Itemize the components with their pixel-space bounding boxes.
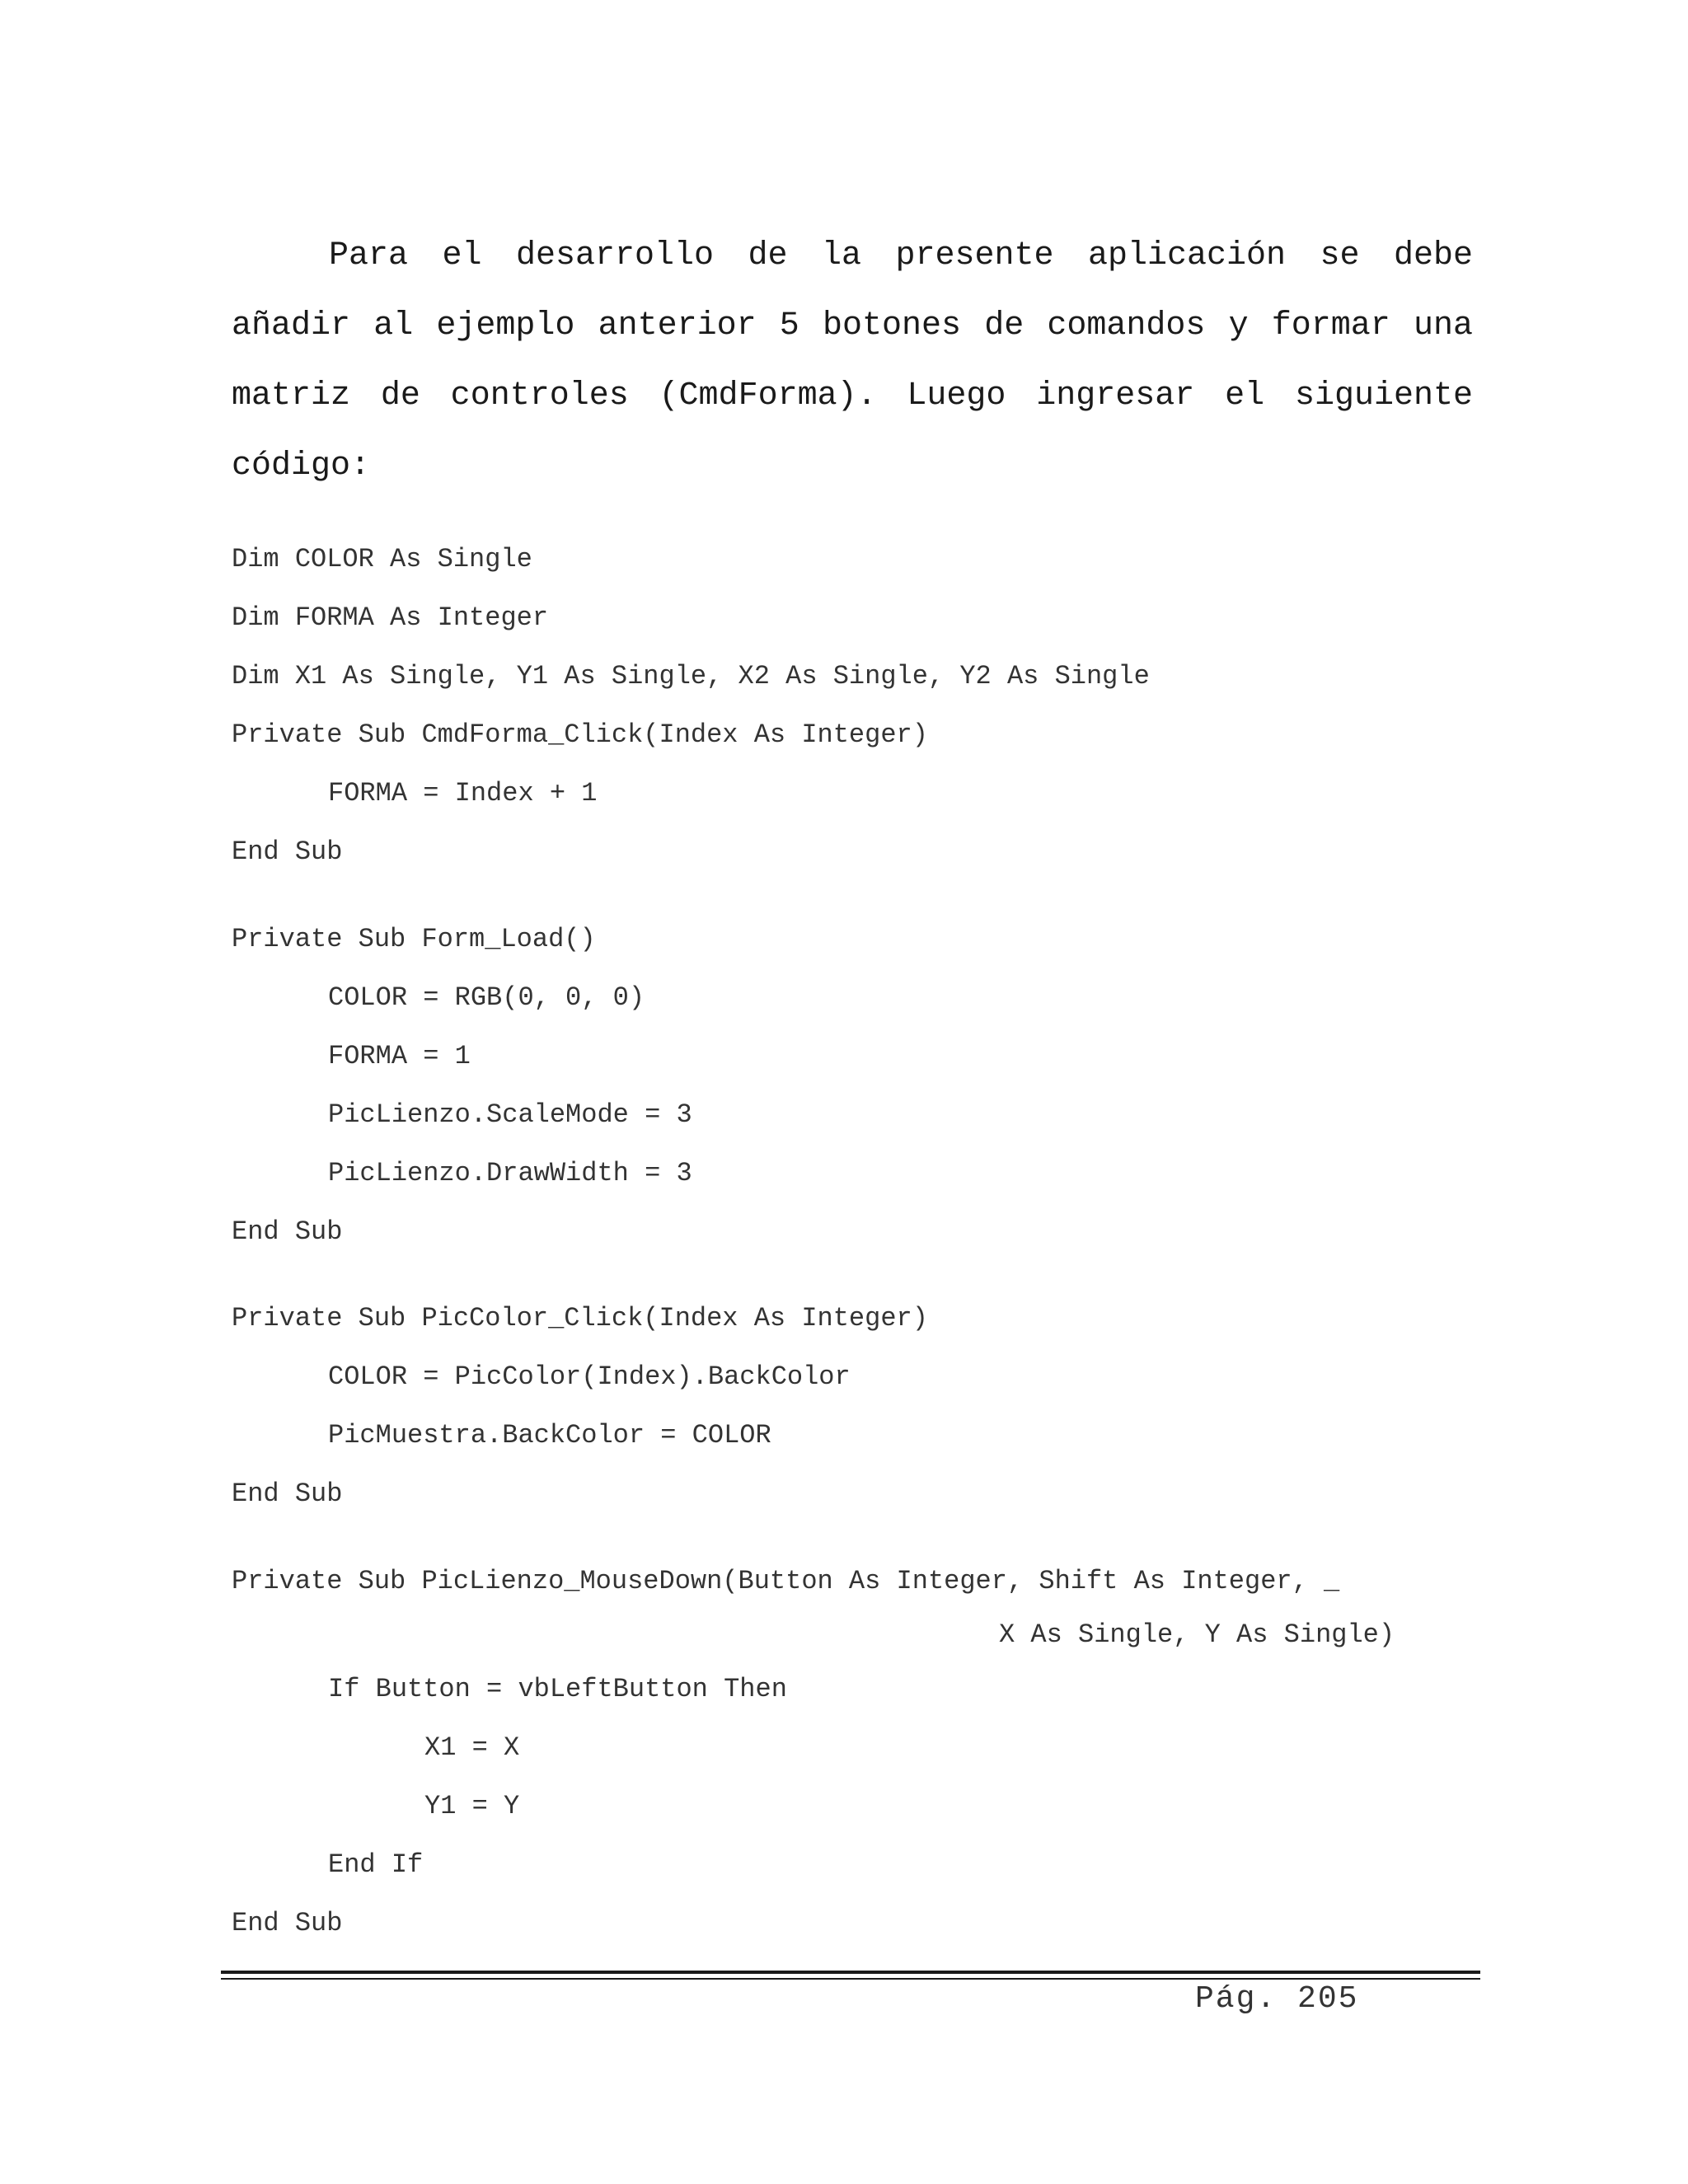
code-line: PicLienzo.ScaleMode = 3 <box>328 1099 692 1130</box>
code-line: X As Single, Y As Single) <box>999 1619 1395 1650</box>
code-line: End Sub <box>232 837 343 867</box>
code-line: Private Sub Form_Load() <box>232 924 596 954</box>
code-line: End Sub <box>232 1479 343 1509</box>
code-line: PicLienzo.DrawWidth = 3 <box>328 1158 692 1188</box>
code-line: COLOR = PicColor(Index).BackColor <box>328 1361 851 1392</box>
code-line: Dim FORMA As Integer <box>232 602 549 633</box>
code-line: End Sub <box>232 1908 343 1938</box>
code-line: Y1 = Y <box>424 1791 520 1821</box>
code-line: Private Sub PicColor_Click(Index As Integer) <box>232 1303 928 1333</box>
intro-paragraph: Para el desarrollo de la presente aplicación se debe añadir al ejemplo anterior 5 botones de comandos y formar una matriz de controles (CmdForma). Luego ingresar el siguiente código: <box>232 237 1473 485</box>
footer-divider-thick <box>221 1971 1480 1974</box>
code-line: PicMuestra.BackColor = COLOR <box>328 1420 771 1451</box>
code-line: FORMA = 1 <box>328 1041 471 1071</box>
page-number: Pág. 205 <box>1195 1981 1359 2017</box>
code-line: Private Sub PicLienzo_MouseDown(Button As Integer, Shift As Integer, _ <box>232 1566 1340 1596</box>
code-line: End If <box>328 1849 424 1880</box>
code-line: Private Sub CmdForma_Click(Index As Integer) <box>232 719 928 750</box>
code-line: End Sub <box>232 1216 343 1247</box>
code-line: COLOR = RGB(0, 0, 0) <box>328 982 645 1013</box>
code-line: X1 = X <box>424 1732 520 1763</box>
code-line: FORMA = Index + 1 <box>328 778 598 808</box>
code-line: If Button = vbLeftButton Then <box>328 1674 787 1704</box>
code-line: Dim X1 As Single, Y1 As Single, X2 As Single, Y2 As Single <box>232 661 1150 691</box>
code-line: Dim COLOR As Single <box>232 544 532 574</box>
